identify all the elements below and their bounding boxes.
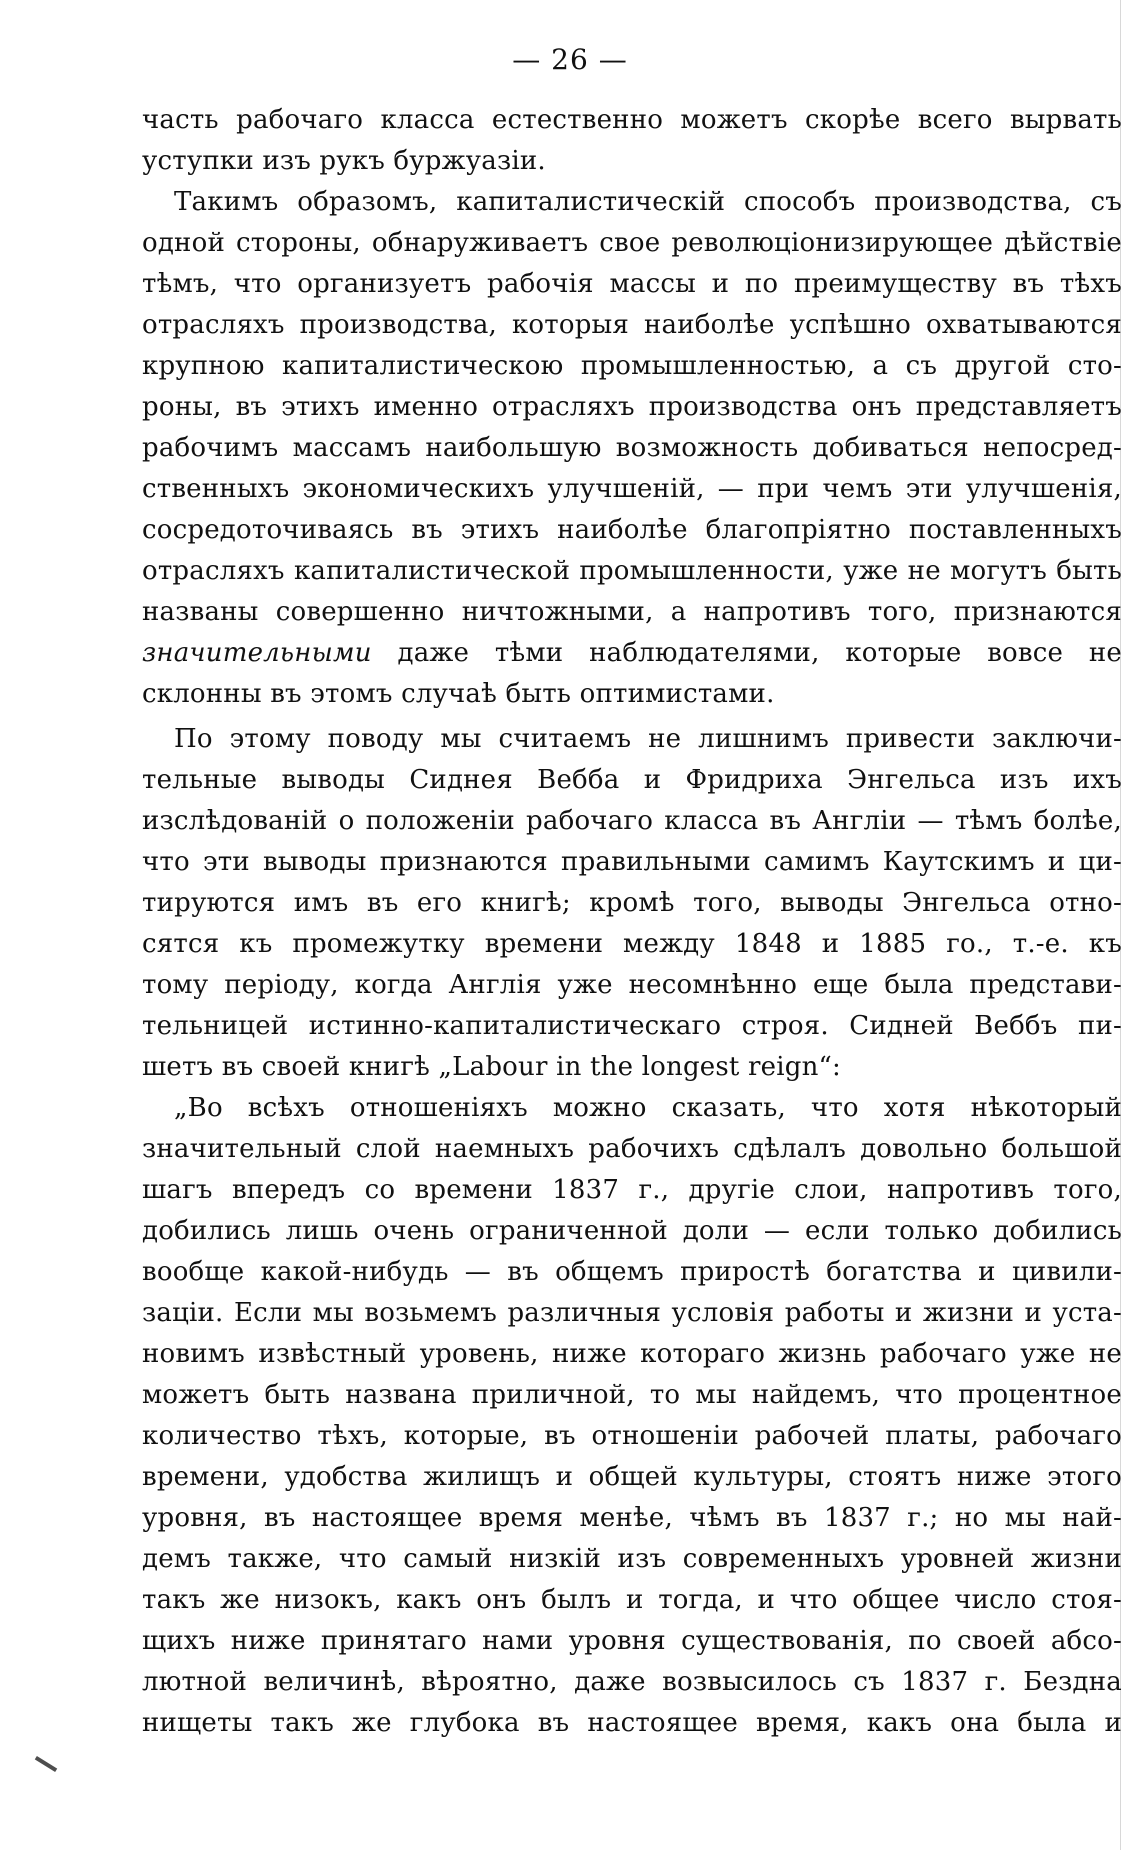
margin-ink-mark bbox=[35, 1756, 57, 1772]
text-line-13: названы совершенно ничтожными, а напротивъ того, признаются bbox=[142, 597, 1122, 627]
text-line-36: демъ также, что самый низкій изъ современныхъ уровней жизни bbox=[142, 1544, 1122, 1574]
text-line-12: отрасляхъ капиталистической промышленности, уже не могутъ быть bbox=[142, 556, 1122, 586]
text-line-19: что эти выводы признаются правильными самимъ Каутскимъ и ци- bbox=[142, 847, 1122, 877]
text-line-18: изслѣдованій о положеніи рабочаго класса въ Англіи — тѣмъ болѣе, bbox=[142, 806, 1122, 836]
text-line-24: шетъ въ своей книгѣ „Labour in the longest reign“: bbox=[142, 1052, 842, 1082]
text-line-17: тельные выводы Сиднея Вебба и Фридриха Энгельса изъ ихъ bbox=[142, 765, 1122, 795]
text-line-9: рабочимъ массамъ наибольшую возможность добиваться непосред- bbox=[142, 433, 1122, 463]
text-line-6: отрасляхъ производства, которыя наиболѣе успѣшно охватываются bbox=[142, 310, 1122, 340]
text-line-26: значительный слой наемныхъ рабочихъ сдѣлалъ довольно большой bbox=[142, 1134, 1122, 1164]
text-line-37: такъ же низокъ, какъ онъ былъ и тогда, и что общее число стоя- bbox=[142, 1585, 1122, 1615]
text-line-30: заціи. Если мы возьмемъ различныя условія работы и жизни и уста- bbox=[142, 1298, 1122, 1328]
text-line-33: количество тѣхъ, которые, въ отношеніи рабочей платы, рабочаго bbox=[142, 1421, 1122, 1451]
text-line-25: „Во всѣхъ отношеніяхъ можно сказать, что хотя нѣкоторый bbox=[174, 1093, 1122, 1123]
text-line-2: уступки изъ рукъ буржуазіи. bbox=[142, 146, 546, 176]
text-line-8: роны, въ этихъ именно отрасляхъ производства онъ представляетъ bbox=[142, 392, 1122, 422]
text-line-22: тому періоду, когда Англія уже несомнѣнно еще была представи- bbox=[142, 970, 1122, 1000]
text-line-10: ственныхъ экономическихъ улучшеній, — при чемъ эти улучшенія, bbox=[142, 474, 1122, 504]
text-line-21: сятся къ промежутку времени между 1848 и 1885 го., т.-е. къ bbox=[142, 929, 1122, 959]
text-line-38: щихъ ниже принятаго нами уровня существованія, по своей абсо- bbox=[142, 1626, 1122, 1656]
text-line-39: лютной величинѣ, вѣроятно, даже возвысилось съ 1837 г. Бездна bbox=[142, 1667, 1122, 1697]
text-line-28: добились лишь очень ограниченной доли — если только добились bbox=[142, 1216, 1122, 1246]
text-line-11: сосредоточиваясь въ этихъ наиболѣе благопріятно поставленныхъ bbox=[142, 515, 1122, 545]
text-line-29: вообще какой-нибудь — въ общемъ приростѣ богатства и цивили- bbox=[142, 1257, 1122, 1287]
text-line-35: уровня, въ настоящее время менѣе, чѣмъ въ 1837 г.; но мы най- bbox=[142, 1503, 1122, 1533]
italic-word: значительными bbox=[142, 638, 372, 668]
text-line-14-rest: даже тѣми наблюдателями, которые вовсе не bbox=[371, 638, 1122, 668]
page-number: — 26 — bbox=[512, 43, 628, 76]
text-line-7: крупною капиталистическою промышленностью, а съ другой сто- bbox=[142, 351, 1122, 381]
text-line-4: одной стороны, обнаруживаетъ свое революціонизирующее дѣйствіе bbox=[142, 228, 1122, 258]
text-line-23: тельницей истинно-капиталистическаго строя. Сидней Веббъ пи- bbox=[142, 1011, 1122, 1041]
text-line-15: склонны въ этомъ случаѣ быть оптимистами. bbox=[142, 679, 775, 709]
text-line-3: Такимъ образомъ, капиталистическій способъ производства, съ bbox=[174, 187, 1122, 217]
page-text bbox=[142, 100, 1122, 1744]
text-line-34: времени, удобства жилищъ и общей культуры, стоятъ ниже этого bbox=[142, 1462, 1122, 1492]
text-line-31: новимъ извѣстный уровень, ниже котораго жизнь рабочаго уже не bbox=[142, 1339, 1122, 1369]
text-line-32: можетъ быть названа приличной, то мы найдемъ, что процентное bbox=[142, 1380, 1122, 1410]
text-line-16: По этому поводу мы считаемъ не лишнимъ привести заключи- bbox=[174, 724, 1122, 754]
text-line-27: шагъ впередъ со времени 1837 г., другіе слои, напротивъ того, bbox=[142, 1175, 1122, 1205]
text-line-5: тѣмъ, что организуетъ рабочія массы и по преимуществу въ тѣхъ bbox=[142, 269, 1122, 299]
text-line-14 bbox=[142, 633, 1122, 674]
text-line-1: часть рабочаго класса естественно можетъ скорѣе всего вырвать bbox=[142, 105, 1122, 135]
text-line-20: тируются имъ въ его книгѣ; кромѣ того, выводы Энгельса отно- bbox=[142, 888, 1122, 918]
text-line-40: нищеты такъ же глубока въ настоящее время, какъ она была и bbox=[142, 1708, 1122, 1738]
